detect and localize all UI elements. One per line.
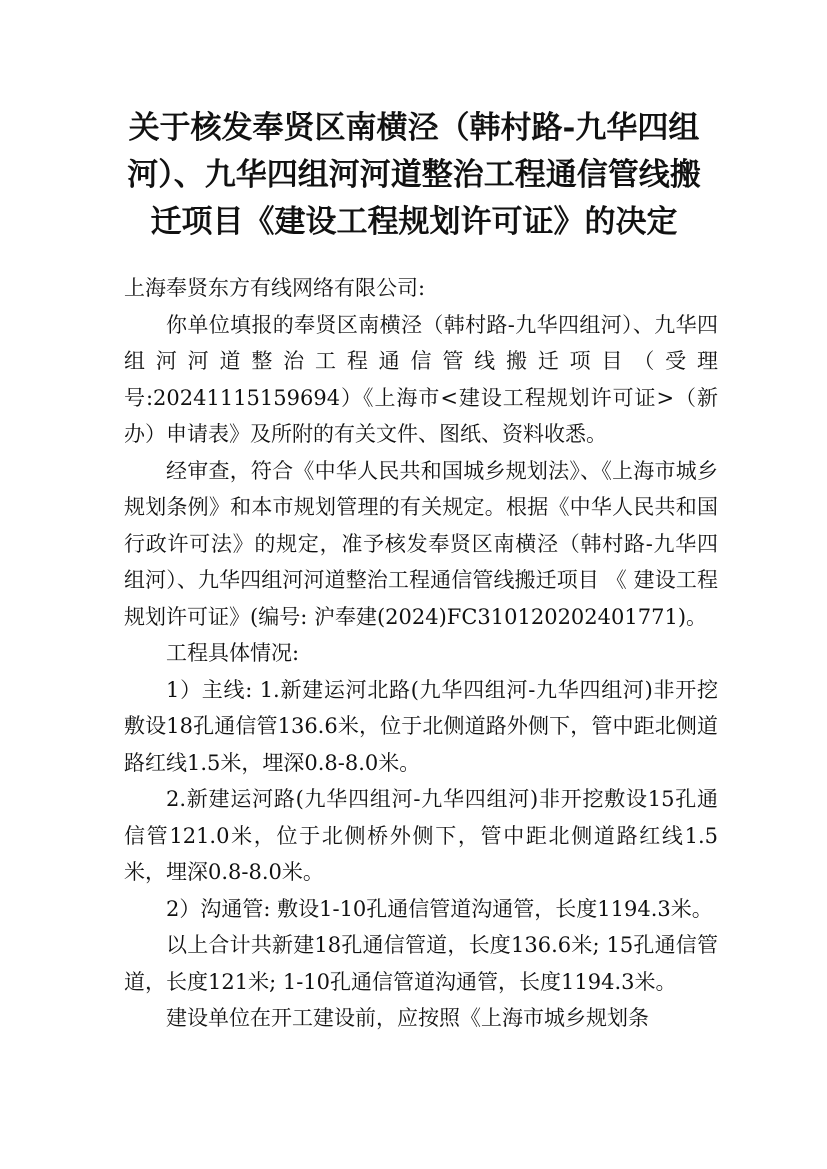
paragraph-application: 你单位填报的奉贤区南横泾（韩村路-九华四组河）、九华四组河河道整治工程通信管线搬迁项目（受理号:20241115159694）《上海市<建设工程规划许可证>（新办）申请表》及所附的有关文件、图纸、资料收悉。 [124,312,718,446]
paragraph-main-line-2: 2.新建运河路(九华四组河-九华四组河)非开挖敷设15孔通信管121.0米，位于北侧桥外侧下，管中距北侧道路红线1.5米，埋深0.8-8.0米。 [124,787,718,884]
paragraph-construction: 建设单位在开工建设前，应按照《上海市城乡规划条 [166,1006,649,1030]
title-line: 迁项目《建设工程规划许可证》的决定 [150,204,678,240]
paragraph-project-heading: 工程具体情况: [166,641,300,665]
title-line: 河）、九华四组河河道整治工程通信管线搬 [127,157,701,193]
paragraph-connector-pipe: 2）沟通管: 敷设1-10孔通信管道沟通管，长度1194.3米。 [166,896,713,921]
paragraph-total: 以上合计共新建18孔通信管道，长度136.6米; 15孔通信管道，长度121米; 1-10孔通信管道沟通管，长度1194.3米。 [124,933,718,994]
paragraph-review: 经审查，符合《中华人民共和国城乡规划法》、《上海市城乡规划条例》和本市规划管理的有关规定。根据《中华人民共和国行政许可法》的规定，准予核发奉贤区南横泾（韩村路-九华四组河）、九华四组河河道整治工程通信管线搬迁项目 《 建设工程规划许可证》(编号: 沪奉建(2024)FC310120202401771)。 [124,458,718,629]
title-line: 关于核发奉贤区南横泾（韩村路-九华四组 [128,110,700,146]
paragraph-main-line: 1）主线: 1.新建运河北路(九华四组河-九华四组河)非开挖敷设18孔通信管136.6米，位于北侧道路外侧下，管中距北侧道路红线1.5米，埋深0.8-8.0米。 [124,677,718,775]
document-body [124,270,718,1037]
document-title [118,105,710,246]
salutation: 上海奉贤东方有线网络有限公司: [124,276,426,300]
